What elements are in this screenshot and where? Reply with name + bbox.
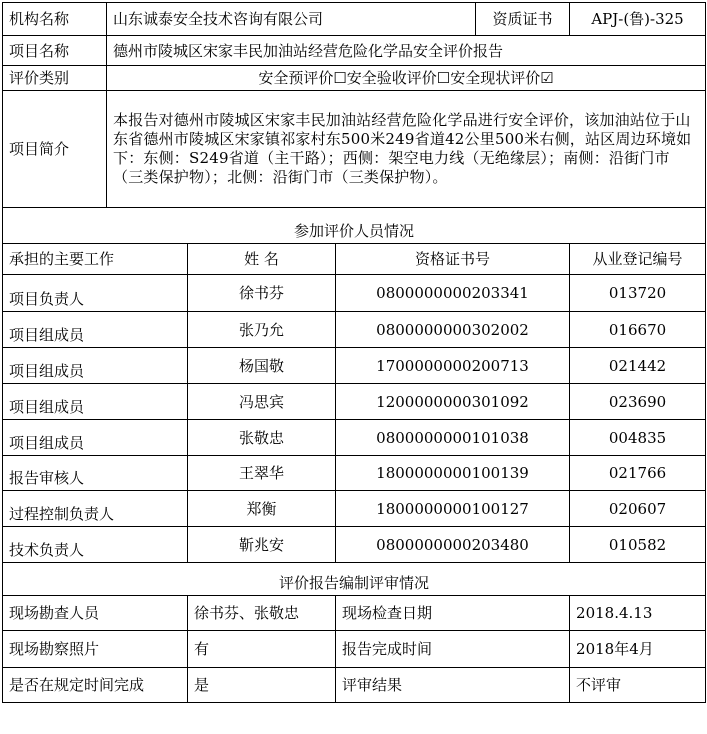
summary-label: 项目简介: [3, 91, 107, 208]
col-role: 承担的主要工作: [3, 244, 188, 275]
photos-value: 有: [188, 631, 336, 668]
table-row: [3, 456, 706, 491]
person-reg: 016670: [570, 312, 706, 348]
person-name: 杨国敬: [188, 348, 336, 384]
personnel-header-row: [3, 244, 706, 275]
person-name: 郑衡: [188, 491, 336, 527]
person-reg: 021766: [570, 456, 706, 491]
person-role: 项目负责人: [3, 275, 188, 312]
person-reg: 013720: [570, 275, 706, 312]
person-cert: 0800000000302002: [336, 312, 570, 348]
ontime-label: 是否在规定时间完成: [3, 668, 188, 703]
report-info-table: [2, 2, 706, 703]
personnel-section-row: [3, 208, 706, 244]
person-role: 项目组成员: [3, 348, 188, 384]
person-role: 项目组成员: [3, 312, 188, 348]
person-reg: 010582: [570, 527, 706, 563]
person-cert: 1800000000100139: [336, 456, 570, 491]
ontime-value: 是: [188, 668, 336, 703]
table-row: [3, 312, 706, 348]
survey-staff-label: 现场勘查人员: [3, 596, 188, 631]
complete-label: 报告完成时间: [336, 631, 570, 668]
person-role: 项目组成员: [3, 420, 188, 456]
person-role: 过程控制负责人: [3, 491, 188, 527]
review-row-3: [3, 668, 706, 703]
person-reg: 004835: [570, 420, 706, 456]
col-reg: 从业登记编号: [570, 244, 706, 275]
person-role: 项目组成员: [3, 384, 188, 420]
table-row: [3, 275, 706, 312]
survey-staff-value: 徐书芬、张敬忠: [188, 596, 336, 631]
table-row: [3, 527, 706, 563]
cert-value: APJ-(鲁)-325: [570, 3, 706, 36]
category-label: 评价类别: [3, 66, 107, 91]
result-label: 评审结果: [336, 668, 570, 703]
table-row: [3, 491, 706, 527]
cert-label: 资质证书: [476, 3, 570, 36]
person-role: 技术负责人: [3, 527, 188, 563]
person-name: 靳兆安: [188, 527, 336, 563]
person-cert: 0800000000203480: [336, 527, 570, 563]
inspect-date-value: 2018.4.13: [570, 596, 706, 631]
org-row: [3, 3, 706, 36]
review-row-2: [3, 631, 706, 668]
person-cert: 0800000000101038: [336, 420, 570, 456]
col-cert: 资格证书号: [336, 244, 570, 275]
photos-label: 现场勘察照片: [3, 631, 188, 668]
review-row-1: [3, 596, 706, 631]
person-name: 王翠华: [188, 456, 336, 491]
personnel-section-title: 参加评价人员情况: [3, 208, 706, 244]
project-value: 德州市陵城区宋家丰民加油站经营危险化学品安全评价报告: [107, 36, 706, 66]
person-cert: 0800000000203341: [336, 275, 570, 312]
result-value: 不评审: [570, 668, 706, 703]
person-cert: 1200000000301092: [336, 384, 570, 420]
inspect-date-label: 现场检查日期: [336, 596, 570, 631]
summary-text: 本报告对德州市陵城区宋家丰民加油站经营危险化学品进行安全评价，该加油站位于山东省德州市陵城区宋家镇祁家村东500米249省道42公里500米右侧，站区周边环境如下：东侧：S249省道（主干路）；西侧：架空电力线（无绝缘层）；南侧：沿街门市（三类保护物）；北侧：沿街门市（三类保护物）。: [107, 91, 706, 208]
person-reg: 021442: [570, 348, 706, 384]
person-reg: 023690: [570, 384, 706, 420]
col-name: 姓 名: [188, 244, 336, 275]
person-role: 报告审核人: [3, 456, 188, 491]
person-name: 张敬忠: [188, 420, 336, 456]
table-row: [3, 420, 706, 456]
project-row: [3, 36, 706, 66]
org-value: 山东诚泰安全技术咨询有限公司: [107, 3, 476, 36]
person-reg: 020607: [570, 491, 706, 527]
review-section-row: [3, 563, 706, 596]
complete-value: 2018年4月: [570, 631, 706, 668]
project-label: 项目名称: [3, 36, 107, 66]
person-name: 冯思宾: [188, 384, 336, 420]
org-label: 机构名称: [3, 3, 107, 36]
table-row: [3, 384, 706, 420]
category-row: [3, 66, 706, 91]
person-cert: 1700000000200713: [336, 348, 570, 384]
table-row: [3, 348, 706, 384]
category-value: 安全预评价☐安全验收评价☐安全现状评价☑: [107, 66, 706, 91]
person-name: 徐书芬: [188, 275, 336, 312]
summary-row: [3, 91, 706, 208]
person-cert: 1800000000100127: [336, 491, 570, 527]
review-section-title: 评价报告编制评审情况: [3, 563, 706, 596]
person-name: 张乃允: [188, 312, 336, 348]
